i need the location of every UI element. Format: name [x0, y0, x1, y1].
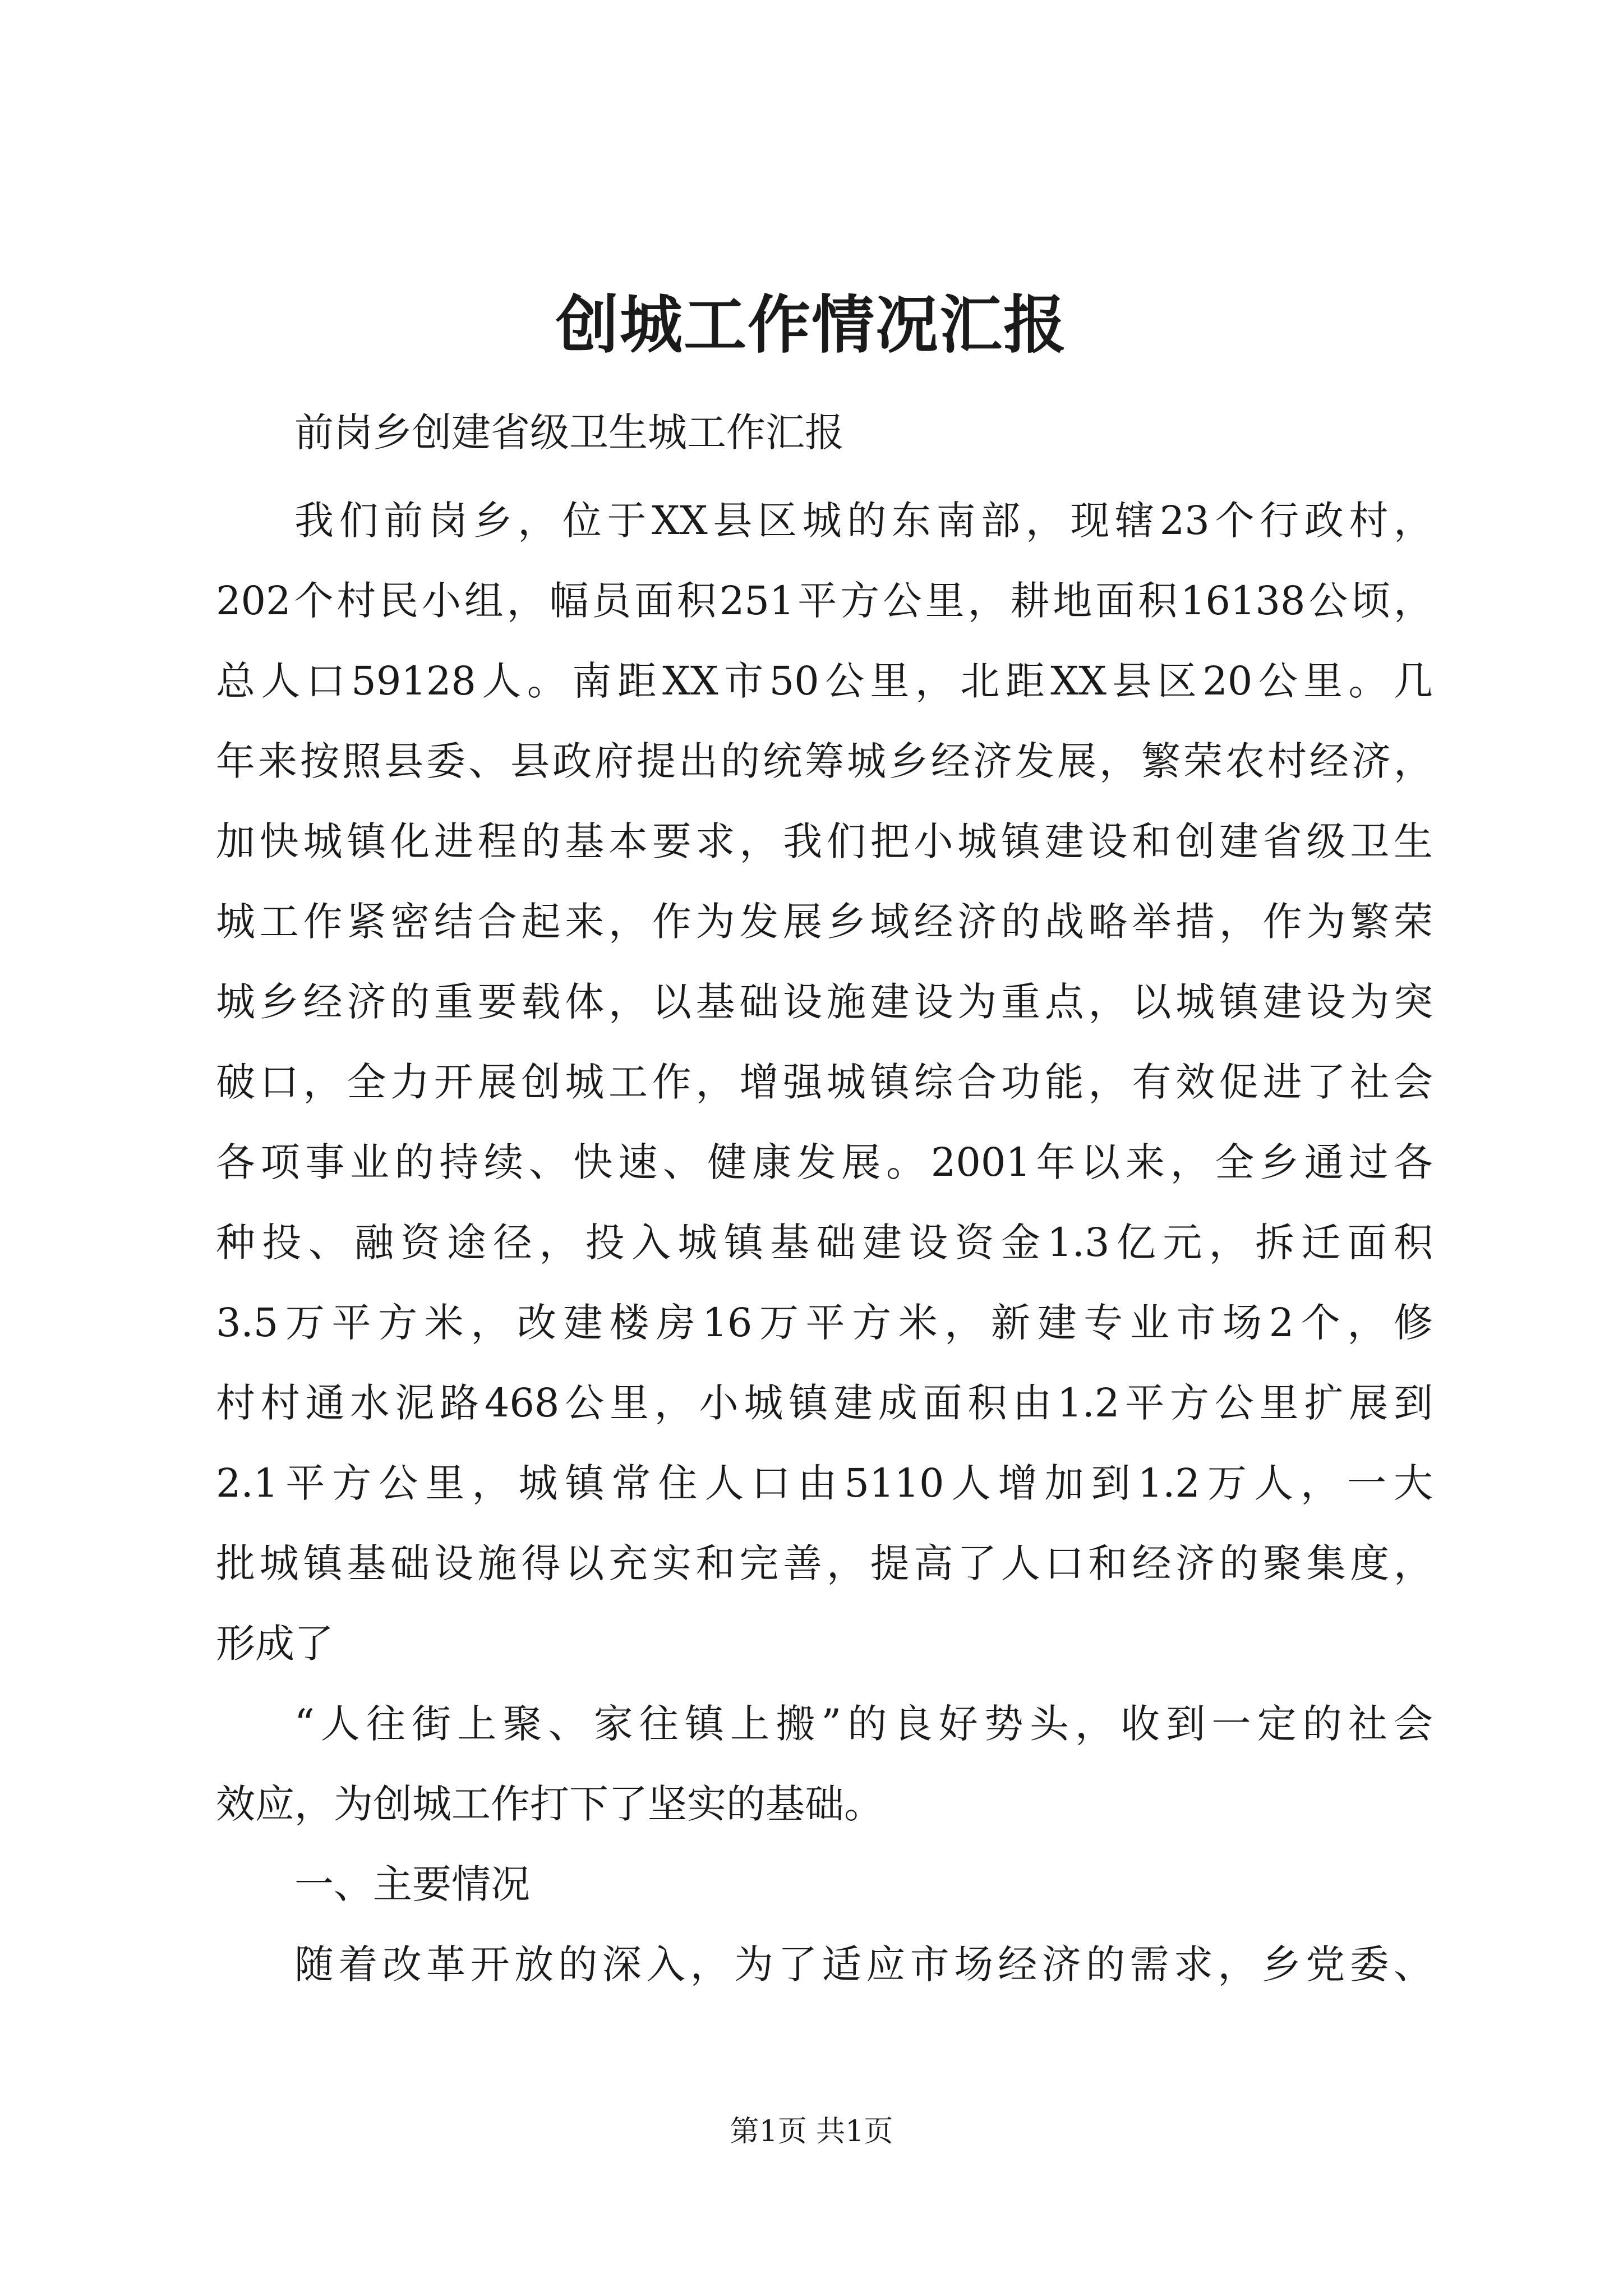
paragraph-line: 3.5万平方米，改建楼房16万平方米，新建专业市场2个，修: [216, 1300, 1433, 1346]
paragraph-line: 形成了: [216, 1621, 334, 1667]
paragraph-line: 202个村民小组，幅员面积251平方公里，耕地面积16138公顷，: [216, 578, 1433, 624]
paragraph-line: 随着改革开放的深入，为了适应市场经济的需求，乡党委、: [294, 1941, 1433, 1987]
paragraph-line: 2.1平方公里，城镇常住人口由5110人增加到1.2万人，一大: [216, 1460, 1433, 1506]
document-title: 创城工作情况汇报: [556, 288, 1067, 362]
paragraph-line: 批城镇基础设施得以充实和完善，提高了人口和经济的聚集度，: [216, 1540, 1433, 1586]
paragraph-line: 加快城镇化进程的基本要求，我们把小城镇建设和创建省级卫生: [216, 818, 1433, 864]
section-heading: 一、主要情况: [294, 1861, 530, 1907]
paragraph-1: [216, 481, 1433, 1684]
paragraph-line: 各项事业的持续、快速、健康发展。2001年以来，全乡通过各: [216, 1139, 1433, 1185]
paragraph-line: 我们前岗乡，位于XX县区城的东南部，现辖23个行政村，: [294, 498, 1433, 544]
paragraph-line: 城工作紧密结合起来，作为发展乡域经济的战略举措，作为繁荣: [216, 899, 1433, 945]
page-footer: 第1页 共1页: [730, 2115, 893, 2148]
paragraph-line: 破口，全力开展创城工作，增强城镇综合功能，有效促进了社会: [216, 1059, 1433, 1105]
paragraph-line: 总人口59128人。南距XX市50公里，北距XX县区20公里。几: [216, 658, 1433, 704]
paragraph-line: 效应，为创城工作打下了坚实的基础。: [216, 1781, 883, 1827]
paragraph-3: [216, 1925, 1433, 2005]
paragraph-line: 种投、融资途径，投入城镇基础建设资金1.3亿元，拆迁面积: [216, 1220, 1433, 1266]
paragraph-line: 村村通水泥路468公里，小城镇建成面积由1.2平方公里扩展到: [216, 1380, 1433, 1426]
paragraph-line: 年来按照县委、县政府提出的统筹城乡经济发展，繁荣农村经济，: [216, 738, 1433, 784]
paragraph-line: 城乡经济的重要载体，以基础设施建设为重点，以城镇建设为突: [216, 979, 1433, 1025]
paragraph-2: [216, 1684, 1433, 1844]
paragraph-line: “人往街上聚、家往镇上搬”的良好势头，收到一定的社会: [294, 1701, 1433, 1747]
document-body: [216, 384, 1433, 2005]
subtitle-line: 前岗乡创建省级卫生城工作汇报: [294, 409, 844, 455]
